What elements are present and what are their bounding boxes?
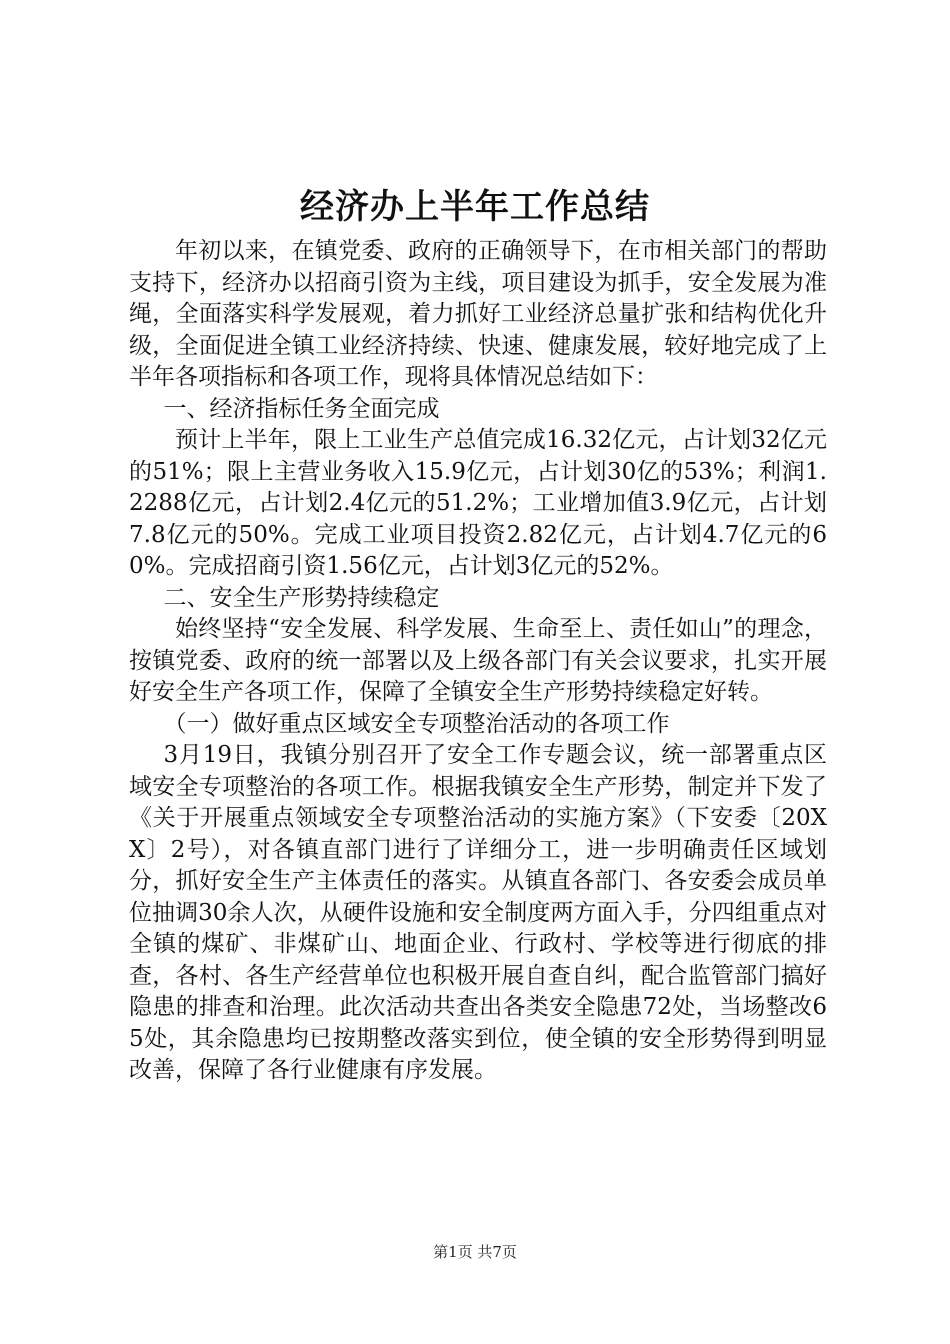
section-heading-1: 一、经济指标任务全面完成 (163, 395, 440, 422)
intro-paragraph: 年初以来，在镇党委、政府的正确领导下，在市相关部门的帮助支持下，经济办以招商引资为主线，项目建设为抓手，安全发展为准绳，全面落实科学发展观，着力抓好工业经济总量扩张和结构优化升级，全面促进全镇工业经济持续、快速、健康发展，较好地完成了上半年各项指标和各项工作，现将具体情况总结如下： (129, 238, 827, 390)
page-footer: 第1页 共7页 (433, 1243, 517, 1261)
document-body (129, 236, 827, 1087)
document-title: 经济办上半年工作总结 (300, 187, 650, 227)
safety-paragraph: 始终坚持“安全发展、科学发展、生命至上、责任如山”的理念，按镇党委、政府的统一部署以及上级各部门有关会议要求，扎实开展好安全生产各项工作，保障了全镇安全生产形势持续稳定好转。 (129, 616, 827, 705)
special-rectification-paragraph: 3月19日，我镇分别召开了安全工作专题会议，统一部署重点区域安全专项整治的各项工作。根据我镇安全生产形势，制定并下发了《关于开展重点领域安全专项整治活动的实施方案》（下安委〔20XX〕2号），对各镇直部门进行了详细分工，进一步明确责任区域划分，抓好安全生产主体责任的落实。从镇直各部门、各安委会成员单位抽调30余人次，从硬件设施和安全制度两方面入手，分四组重点对全镇的煤矿、非煤矿山、地面企业、行政村、学校等进行彻底的排查，各村、各生产经营单位也积极开展自查自纠，配合监管部门搞好隐患的排查和治理。此次活动共查出各类安全隐患72处，当场整改65处，其余隐患均已按期整改落实到位，使全镇的安全形势得到明显改善，保障了各行业健康有序发展。 (129, 742, 827, 1083)
economic-indicators-paragraph: 预计上半年，限上工业生产总值完成16.32亿元，占计划32亿元的51%；限上主营业务收入15.9亿元，占计划30亿的53%；利润1.2288亿元，占计划2.4亿元的51.2%；工业增加值3.9亿元，占计划7.8亿元的50%。完成工业项目投资2.82亿元，占计划4.7亿元的60%。完成招商引资1.56亿元，占计划3亿元的52%。 (129, 427, 827, 579)
subsection-heading-1: （一）做好重点区域安全专项整治活动的各项工作 (163, 710, 670, 737)
section-heading-2: 二、安全生产形势持续稳定 (163, 584, 440, 611)
